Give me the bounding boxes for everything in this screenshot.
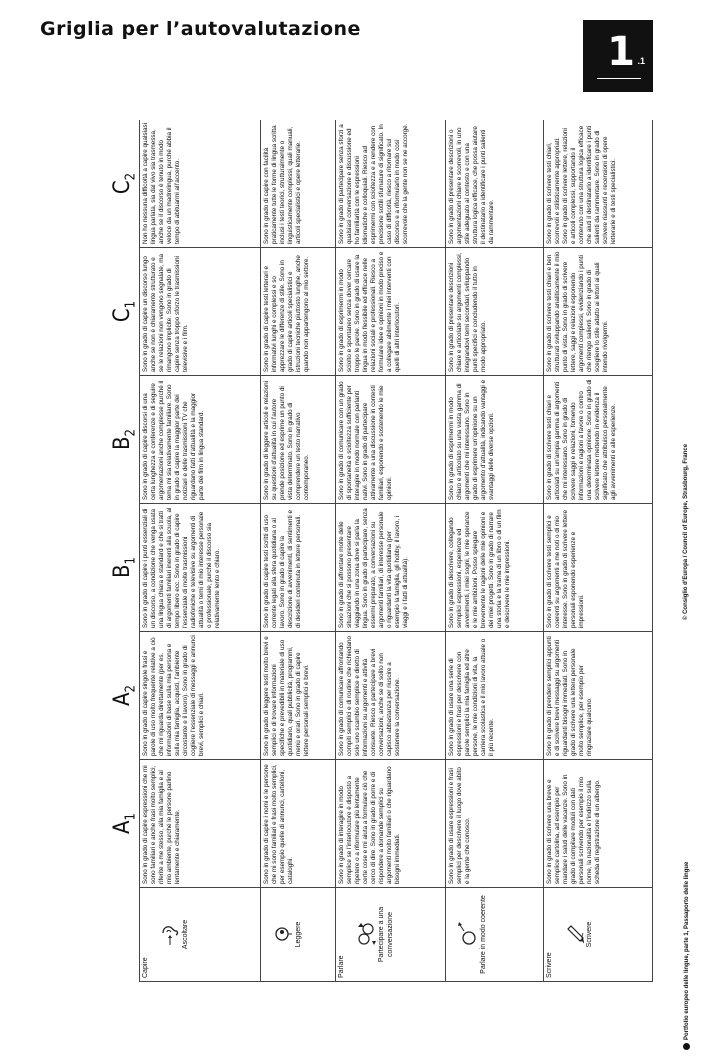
table-row (336, 120, 445, 982)
self-assessment-grid (41, 120, 653, 982)
descriptor-cell: Sono in grado di capire testi letterari e informativi lunghi e complessi e so apprezzare le differenze di stile. Sono in grado di capire articoli specialistici e istruzioni tecniche piuttosto lunghe, anche quando non appartengono al mio settore. (260, 248, 335, 376)
pen-icon (564, 922, 584, 948)
skill-cell-partecipare (336, 888, 445, 982)
level-header-c1: $C_1$ (41, 248, 140, 376)
descriptor-cell: Sono in grado di presentare descrizioni chiare e articolate su argomenti complessi, integrandovi temi secondari, sviluppando punti specifici e concludendo il tutto in modo appropriato. (445, 248, 543, 376)
table-row (260, 120, 335, 982)
descriptor-cell: Sono in grado di capire un discorso lungo anche se non è chiaramente strutturato e se le relazioni non vengono segnalate, ma rimangono implicite. Sono in grado di capire senza troppo sforzo le trasmissioni televisive e i film. (140, 248, 261, 376)
descriptor-cell: Sono in grado di presentare descrizioni o argomentazioni chiare e scorrevoli, in uno stile adeguato al contesto e con una struttura logica efficace, che possa aiutare il destinatario a identificare i punti salienti da rammentare. (445, 120, 543, 248)
descriptor-cell: Sono in grado di usare una serie di espressioni e frasi per descrivere con parole semplici la mia famiglia ed altre persone, le mie condizioni di vita, la carriera scolastica e il mio lavoro attuale o il più recente. (445, 632, 543, 760)
descriptor-cell: Sono in grado di scrivere una breve e semplice cartolina, ad esempio per mandare i saluti delle vacanze. Sono in grado di compilare moduli con dati personali scrivendo per esempio il mio nome, la nazionalità e l’indirizzo sulla scheda di registrazione di un albergo. (543, 760, 652, 888)
level-header-a1: $A_1$ (41, 760, 140, 888)
skill-cell-leggere (260, 888, 335, 982)
skill-cell-parlare-coerente (445, 888, 543, 982)
footer-left-text: Portfolio europeo delle lingue, parte 1, Passaporto delle lingue (684, 861, 691, 1040)
descriptor-cell: Sono in grado di capire i nomi e le persone che mi sono familiari e frasi molto semplici, per esempio quelle di annunci, cartelloni, cataloghi. (260, 760, 335, 888)
descriptor-cell: Sono in grado di leggere testi molto brevi e semplici e di trovare informazioni specifiche e prevedibili in materiale di uso quotidiano, quali pubblicità, programmi, menù e orari. Sono in grado di capire lettere personali semplici e brevi. (260, 632, 335, 760)
descriptor-cell: Sono in grado di capire i punti essenziali di un discorso, a condizione che venga usata una lingua chiara e standard e che si tratti di argomenti familiari inerenti alla scuola, al tempo libero ecc. Sono in grado di capire l’essenziale di molte trasmissioni radiofoniche e televisive su argomenti di attualità o temi di mio interesse personale o professionale, purché il discorso sia relativamente lento e chiaro. (140, 504, 261, 632)
speaking-icon (458, 922, 478, 948)
skill-name: Ascoltare (182, 919, 189, 950)
grid-table (41, 120, 653, 982)
group-label: Capire (142, 957, 149, 978)
skill-name: Leggere (294, 921, 302, 948)
descriptor-cell: Sono in grado di esprimermi in modo sciolto e spontaneo senza dover cercare troppo le parole. Sono in grado di usare la lingua in modo flessibile ed efficace nelle relazioni sociali e professionali. Riesco a formulare idee e opinioni in modo preciso e a collegare abilmente i miei interventi con quelli di altri interlocutori. (336, 248, 445, 376)
chapter-underline (597, 78, 641, 79)
descriptor-cell: Sono in grado di capire discorsi di una certa lunghezza e conferenze e di seguire argomentazioni anche complesse purché il tema mi sia relativamente familiare. Sono in grado di capire la maggior parte dei notiziari e delle trasmissioni TV che riguardano fatti d’attualità e la maggior parte dei film in lingua standard. (140, 376, 261, 504)
level-header-a2: $A_2$ (41, 632, 140, 760)
descriptor-cell: Sono in grado di scrivere testi chiari e articolati su un’ampia gamma di argomenti che mi interessano. Sono in grado di scrivere saggi e relazioni, fornendo informazioni e ragioni a favore o contro una determinata opinione. Sono in grado di scrivere lettere mettendo in evidenza il significato che attribuisco personalmente agli avvenimenti e alle esperienze. (543, 376, 652, 504)
descriptor-cell: Sono in grado di comunicare con un grado di spontaneità e scioltezza sufficiente per interagire in modo normale con parlanti nativi. Sono in grado di partecipare attivamente a una discussione in contesti familiari, esponendo e sostenendo le mie opinioni. (336, 376, 445, 504)
descriptor-cell: Sono in grado di affrontare molte delle situazioni che si possono presentare viaggiando in una zona dove si parla la lingua. Sono in grado di partecipare, senza essermi preparato, a conversazioni su argomenti familiari, di interesse personale o riguardanti la vita quotidiana (per esempio la famiglia, gli hobby, il lavoro, i viaggi e i fatti di attualità). (336, 504, 445, 632)
eye-icon (273, 922, 293, 948)
descriptor-cell: Sono in grado di esprimermi in modo chiaro e articolato su una vasta gamma di argomenti che mi interessano. Sono in grado di esprimere un’opinione su un argomento d’attualità, indicando vantaggi e svantaggi delle diverse opzioni. (445, 376, 543, 504)
descriptor-cell: Sono in grado di scrivere testi semplici e coerenti su argomenti a me noti o di mio interesse. Sono in grado di scrivere lettere personali esponendo esperienze e impressioni. (543, 504, 652, 632)
descriptor-cell: Sono in grado di comunicare affrontando compiti semplici e di routine che richiedano solo uno scambio semplice e diretto di informazioni su argomenti e attività consuete. Riesco a partecipare a brevi conversazioni, anche se di solito non capisco abbastanza per riuscire a sostenere la conversazione. (336, 632, 445, 760)
skill-name: Scrivere (585, 921, 593, 948)
level-header-b1: $B_1$ (41, 504, 140, 632)
table-row (543, 120, 652, 982)
skill-name: Parlare in modo coerente (479, 895, 487, 974)
descriptor-cell: Sono in grado di capire con facilità praticamente tutte le forme di lingua scritta inclusi i testi teorici, strutturalmente o linguisticamente complessi, quali manuali, articoli specialistici e opere letterarie. (260, 120, 335, 248)
group-label: Scrivere (545, 952, 553, 978)
footer-right: © Consiglio d’Europa / Council of Europe, Strasbourg, France (683, 443, 689, 620)
descriptor-cell: Non ho nessuna difficoltà a capire qualsiasi lingua parlata, sia dal vivo sia trasmessa, anche se il discorso è tenuto in modo veloce da un madrelingua, purché abbia il tempo di abituarmi all’accento. (140, 120, 261, 248)
descriptor-cell: Sono in grado di capire singole frasi e parole di uso molto frequente relative a ciò che mi riguarda direttamente (per es. informazioni di base sulla mia persona e sulla mia famiglia, acquisti, l’ambiente circostante e il lavoro). Sono in grado di cogliere l’essenziale di messaggi e annunci brevi, semplici e chiari. (140, 632, 261, 760)
ear-icon (160, 922, 180, 948)
skill-cell-ascoltare (140, 888, 261, 982)
level-header-b2: $B_2$ (41, 376, 140, 504)
descriptor-cell: Sono in grado di capire testi scritti di uso corrente legati alla sfera quotidiana o al lavoro. Sono in grado di capire la descrizione di avvenimenti, di sentimenti e di desideri contenuta in lettere personali. (260, 504, 335, 632)
descriptor-cell: Sono in grado di scrivere testi chiari, scorrevoli e stilisticamente appropriati. Sono in grado di scrivere lettere, relazioni e articoli complessi, supportando il contenuto con una struttura logica efficace che aiuti il destinatario a identificare i punti salienti da rammentare. Sono in grado di scrivere riassunti e recensioni di opere letterarie e di testi specialistici. (543, 120, 652, 248)
level-header-row (41, 120, 140, 982)
self-assessment-grid-wrapper (41, 120, 653, 982)
skill-cell-scrivere (543, 888, 652, 982)
page-title: Griglia per l’autovalutazione (40, 18, 361, 40)
table-row (140, 120, 261, 982)
chapter-number: 1 (607, 29, 635, 75)
group-label: Parlare (338, 955, 346, 978)
footer-left (683, 862, 690, 1050)
chapter-badge (583, 20, 653, 92)
level-header-c2: $C_2$ (41, 120, 140, 248)
descriptor-cell: Sono in grado di partecipare senza sforzi a qualsiasi conversazione e discussione ed ho familiarità con le espressioni idiomatiche e colloquiali. Riesco ad esprimermi con scioltezza e a rendere con precisione sottili sfumature di significato. In caso di difficoltà, riesco a ritornare sul discorso e a riformularlo in modo così scorrevole che la gente non se ne accorge. (336, 120, 445, 248)
descriptor-cell: Sono in grado di descrivere, collegando semplici espressioni, esperienze ed avvenimenti, i miei sogni, le mie speranze e le mie ambizioni. Posso spiegare brevemente le ragioni delle mie opinioni e dei miei progetti. Sono in grado di narrare una storia e la trama di un libro o di un film e descrivere le mie impressioni. (445, 504, 543, 632)
descriptor-cell: Sono in grado di capire espressioni che mi sono familiari e anche frasi molto semplici, riferite a me stesso, alla mia famiglia e al mio ambiente, purché le persone parlino lentamente e chiaramente. (140, 760, 261, 888)
header-corner (41, 888, 140, 982)
descriptor-cell: Sono in grado di prendere semplici appunti e di scrivere brevi messaggi su argomenti riguardanti bisogni immediati. Sono in grado di scrivere una lettera personale molto semplice, per esempio per ringraziare qualcuno. (543, 632, 652, 760)
portfolio-logo-icon (683, 1043, 690, 1050)
chapter-subnumber: .1 (637, 56, 645, 66)
descriptor-cell: Sono in grado di leggere articoli e relazioni su questioni d’attualità in cui l’autore prende posizione ed esprime un punto di vista determinato. Sono in grado di comprendere un testo narrativo contemporaneo. (260, 376, 335, 504)
table-row (445, 120, 543, 982)
descriptor-cell: Sono in grado di interagire in modo semplice se l’interlocutore è disposto a ripetere o a riformulare più lentamente certe cose e mi aiuta a formulare ciò che cerco di dire. Sono in grado di porre e di rispondere a domande semplici su argomenti molto familiari o che riguardano bisogni immediati. (336, 760, 445, 888)
descriptor-cell: Sono in grado di scrivere testi chiari e ben strutturati sviluppando analiticamente il mio punto di vista. Sono in grado di scrivere lettere, saggi e relazioni esponendo argomenti complessi, evidenziando i punti che ritengo salienti. Sono in grado di scegliere lo stile adatto ai lettori ai quali intendo rivolgermi. (543, 248, 652, 376)
descriptor-cell: Sono in grado di usare espressioni e frasi semplici per descrivere il luogo dove abito e la gente che conosco. (445, 760, 543, 888)
conversation-icon (356, 922, 376, 948)
skill-name: Partecipare a una conversazione (378, 906, 394, 963)
